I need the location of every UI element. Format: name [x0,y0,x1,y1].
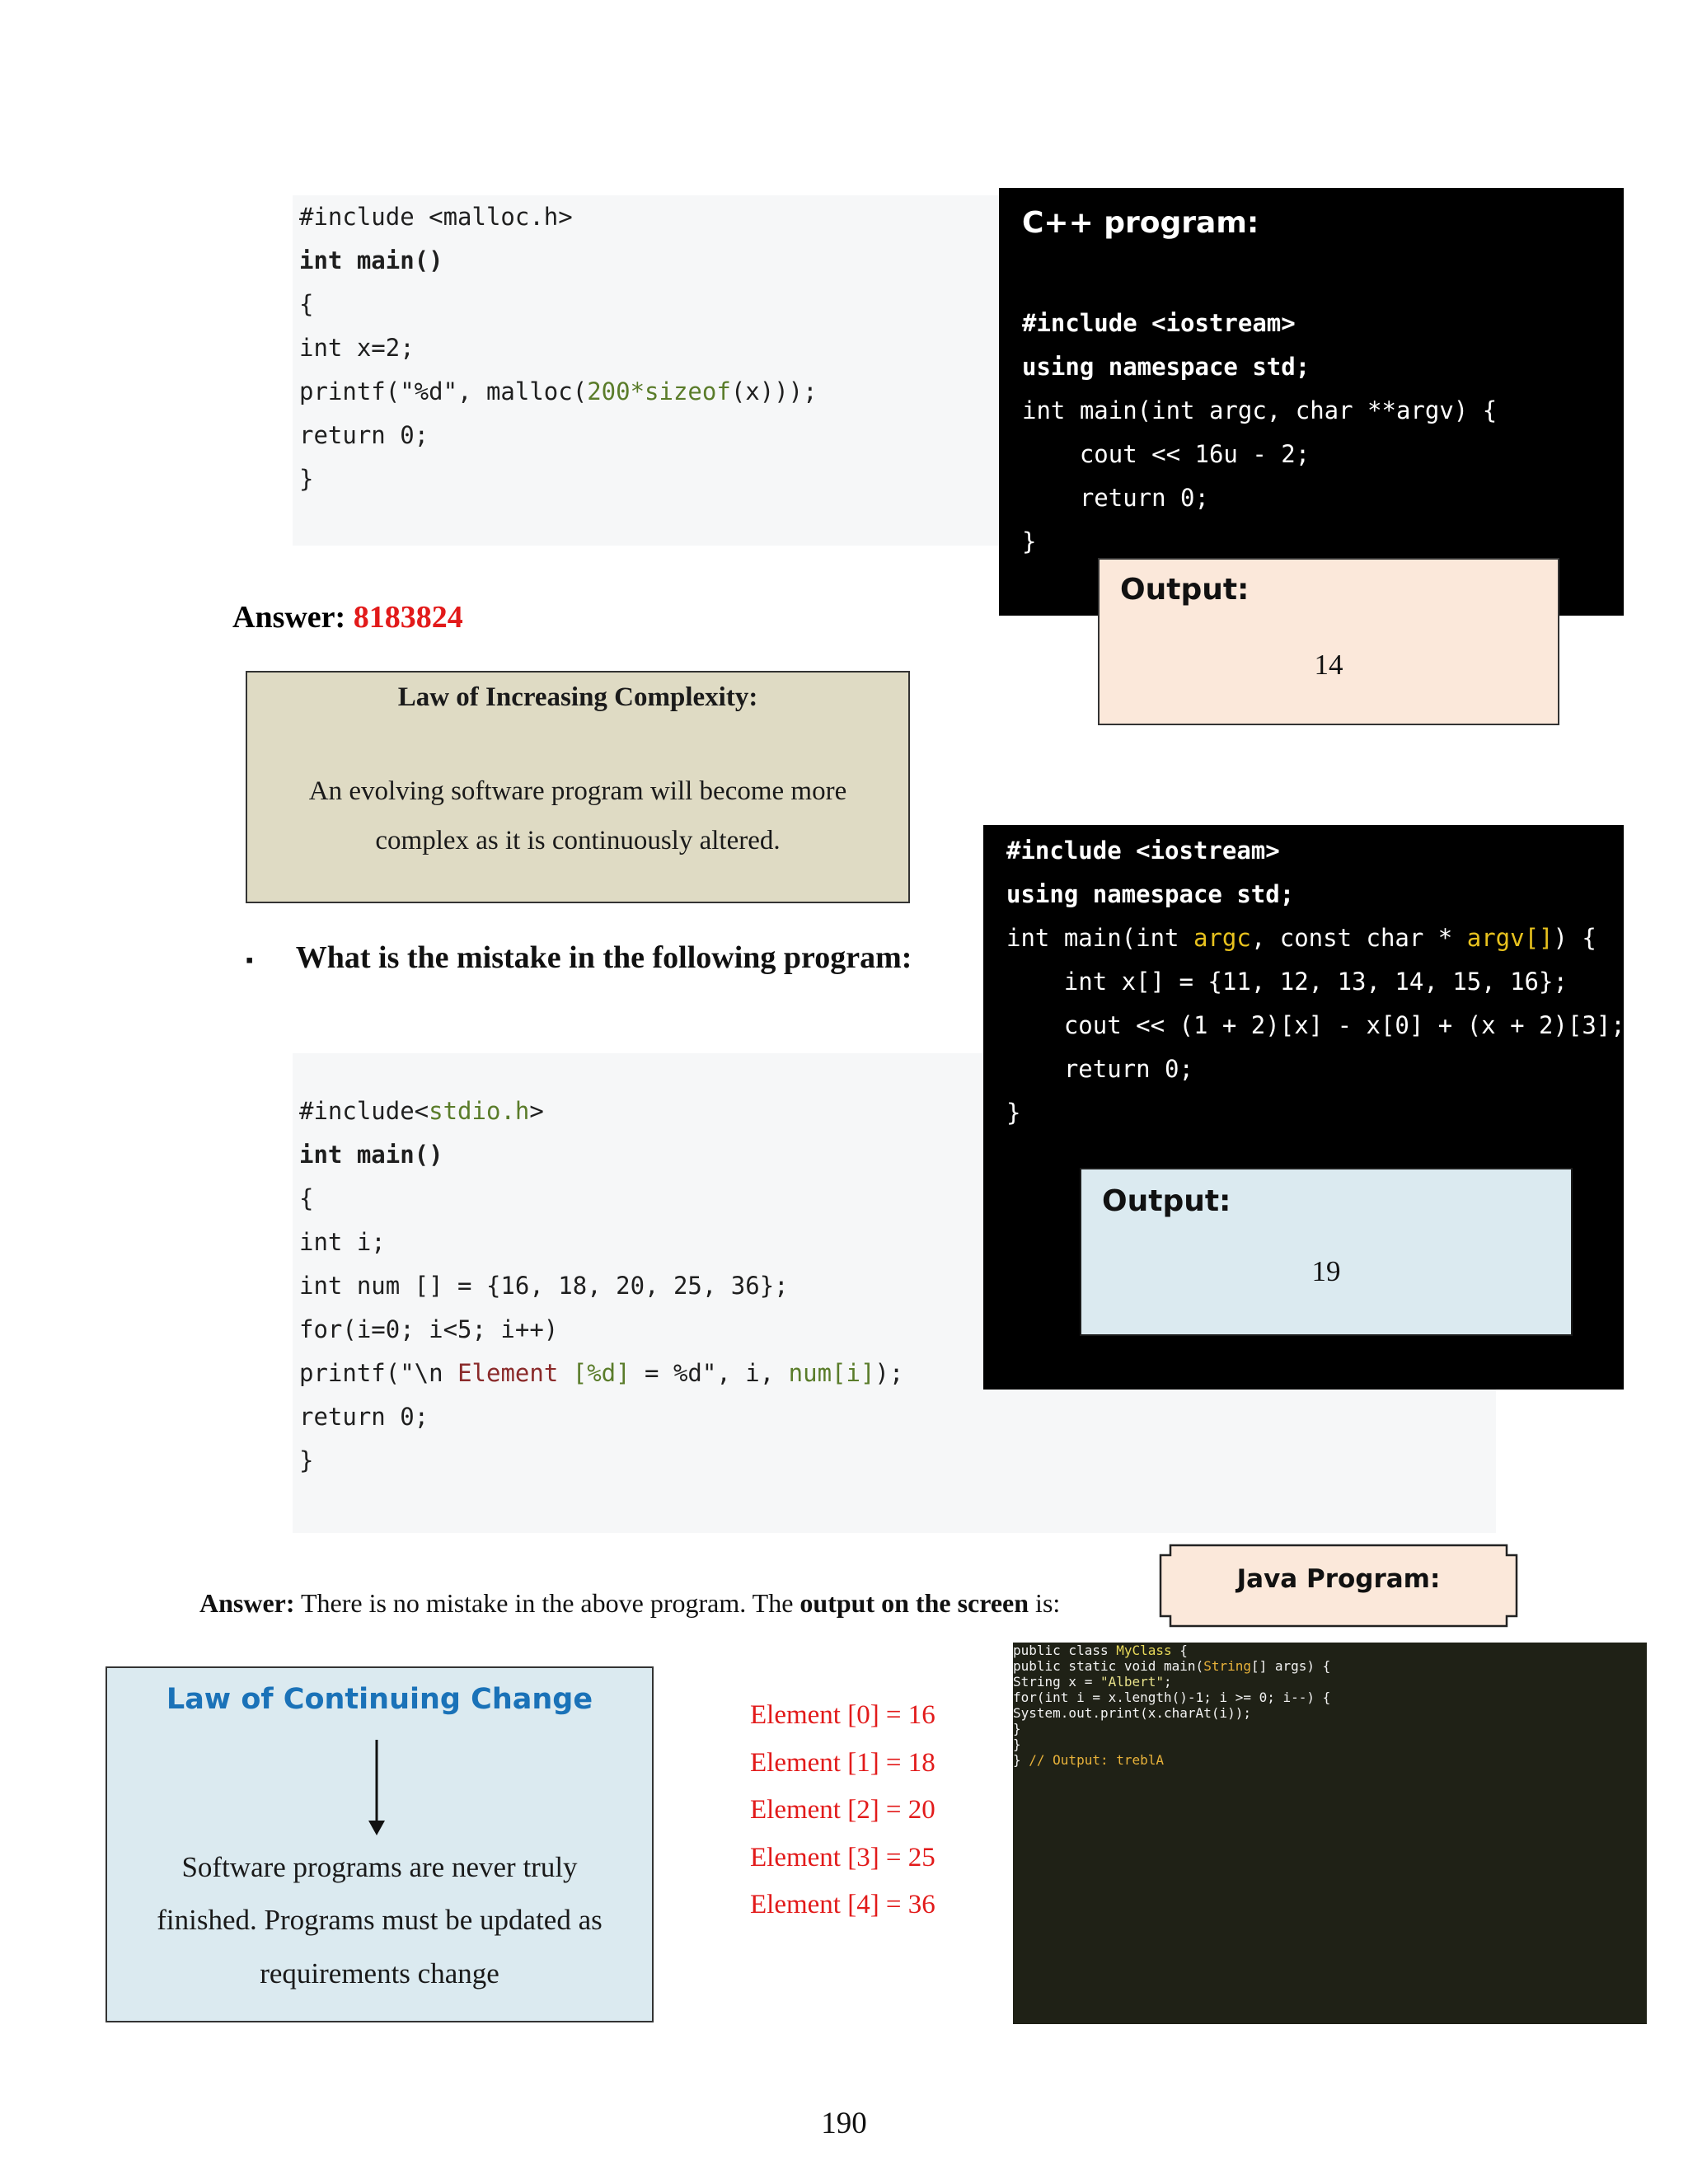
java-program-box [1013,1643,1647,2024]
law-change-line2: finished. Programs must be updated as [157,1904,603,1936]
question [246,940,912,976]
answer-2 [199,1588,1060,1619]
code-line: return 0; [1006,1055,1193,1083]
law-change-line1: Software programs are never truly [181,1851,578,1883]
code-line: #include <iostream> [1022,309,1296,337]
code-line: int num [] = {16, 18, 20, 25, 36}; [299,1272,789,1300]
code-line: int main() [299,246,443,274]
question-text: What is the mistake in the following program: [295,940,912,975]
code-line: public class MyClass { [1013,1643,1188,1658]
down-arrow-icon [364,1740,389,1837]
code-line: } [1022,527,1037,555]
answer-bold: output on the screen [799,1588,1029,1618]
output-value: 14 [1314,649,1343,681]
code-line: #include <malloc.h> [299,203,573,231]
answer-value: 8183824 [353,600,463,635]
code-line: int main() [299,1141,443,1169]
code-line: printf("%d", malloc(200*sizeof(x))); [299,377,818,405]
answer-label: Answer: [199,1588,295,1618]
code-line: int main(int argc, char **argv) { [1022,396,1498,424]
code-line: int x=2; [299,334,415,362]
code-line: } [1013,1721,1021,1736]
law-complexity-line1: An evolving software program will become more [308,776,847,806]
page-number: 190 [821,2107,867,2140]
code-line: { [299,290,314,318]
code-line: for(i=0; i<5; i++) [299,1315,559,1343]
law-change-title: Law of Continuing Change [166,1683,593,1716]
code-line: return 0; [299,1403,429,1431]
cpp-program-box [999,188,1624,616]
elements-output-list [750,1692,935,1929]
java-program-title: Java Program: [1236,1564,1441,1594]
law-change-line3: requirements change [260,1957,499,1990]
code-line: int x[] = {11, 12, 13, 14, 15, 16}; [1006,968,1568,996]
code-line: printf("\n Element [%d] = %d", i, num[i]); [299,1359,904,1387]
code-line: } // Output: treblA [1013,1752,1165,1768]
law-continuing-change-box [106,1666,654,2022]
list-item: Element [3] = 25 [750,1842,935,1872]
law-complexity-line2: complex as it is continuously altered. [375,826,781,855]
list-item: Element [1] = 18 [750,1747,935,1778]
list-item: Element [2] = 20 [750,1795,935,1825]
law-complexity-title: Law of Increasing Complexity: [397,682,758,712]
law-increasing-complexity-box [246,671,910,903]
code-line: } [1013,1736,1021,1752]
code-line: String x = "Albert"; [1013,1674,1172,1690]
answer-label: Answer: [232,600,346,635]
code-block-malloc [293,195,1001,546]
code-line: for(int i = x.length()-1; i >= 0; i--) { [1013,1690,1331,1705]
code-line: { [299,1184,314,1212]
code-line: cout << 16u - 2; [1022,440,1311,468]
answer-1 [232,599,463,635]
answer-text-end: is: [1029,1588,1061,1618]
list-item: Element [0] = 16 [750,1700,935,1730]
answer-text: There is no mistake in the above program. The [294,1588,800,1618]
code-line: System.out.print(x.charAt(i)); [1013,1705,1251,1721]
cpp-program-title: C++ program: [1022,206,1259,240]
code-line: using namespace std; [1006,880,1295,908]
code-line: return 0; [1022,484,1209,512]
code-line: public static void main(String[] args) { [1013,1658,1331,1674]
code-line: cout << (1 + 2)[x] - x[0] + (x + 2)[3]; [1006,1011,1625,1039]
output-label: Output: [1102,1184,1231,1218]
code-line: } [299,1446,314,1474]
list-item: Element [4] = 36 [750,1890,935,1919]
code-line: } [299,465,314,493]
code-line: } [1006,1099,1021,1127]
bullet-icon: ▪ [246,948,254,972]
output-value: 19 [1311,1255,1341,1287]
code-line: using namespace std; [1022,353,1311,381]
output-label: Output: [1120,573,1250,607]
cpp-output-box-1 [1098,558,1559,725]
code-line: #include<stdio.h> [299,1097,544,1125]
code-line: #include <iostream> [1006,837,1280,865]
code-line: return 0; [299,421,429,449]
code-line: int i; [299,1228,386,1256]
code-line: int main(int argc, const char * argv[]) { [1006,924,1597,952]
cpp-output-box-2 [1080,1168,1573,1336]
